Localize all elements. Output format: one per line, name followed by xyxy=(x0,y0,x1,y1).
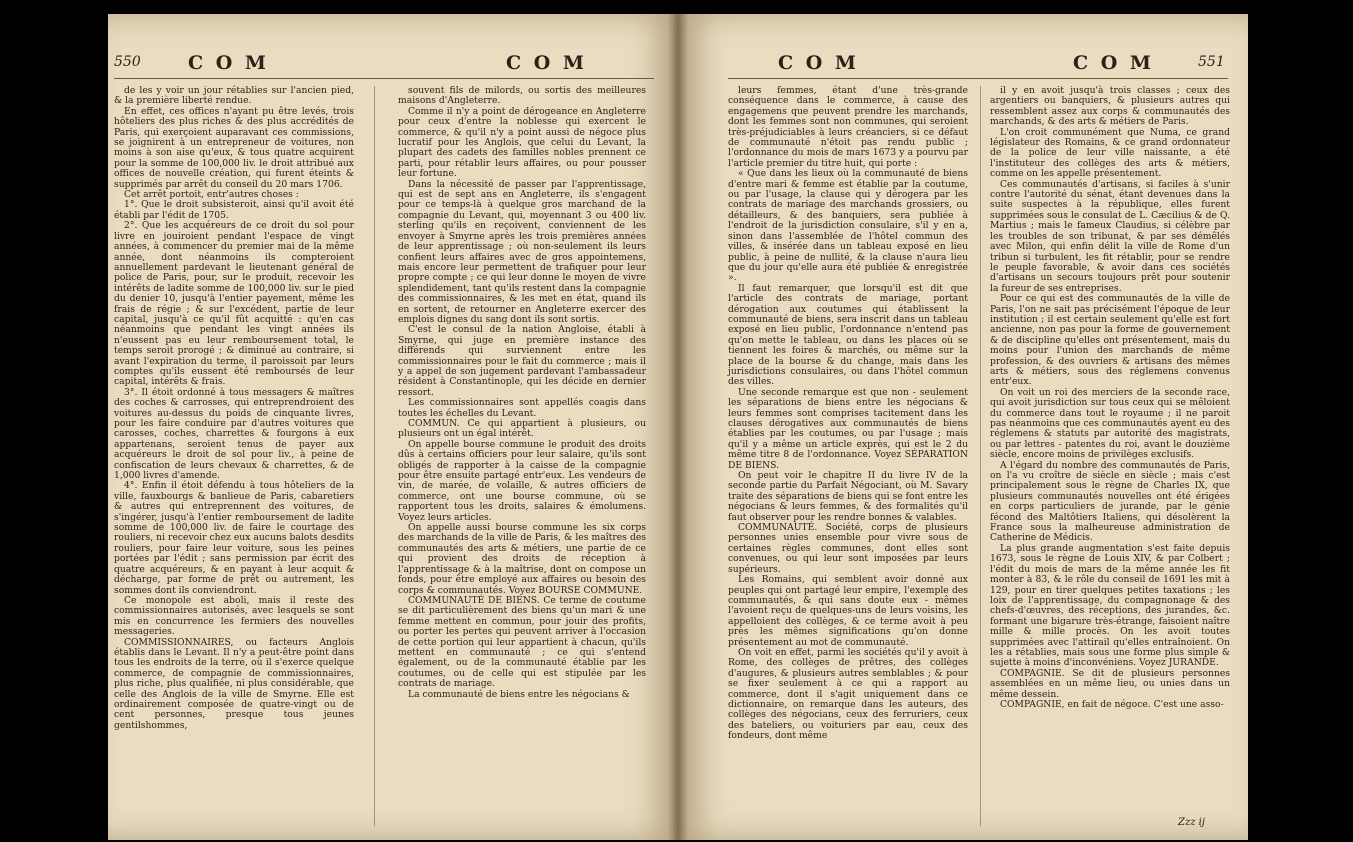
paragraph: 4°. Enfin il étoit défendu à tous hôteliers de la ville, fauxbourgs & banlieue de Paris, cabaretiers & autres qui entreprennent des voitures, de s'ingérer, jusqu'à l'entier remboursement de ladite somme de 100,000 liv. de faire le courtage des rouliers, ni recevoir chez eux aucuns balots desdits rouliers, pour faire leur voiture, sous les peines portées par l'édit ; sans permission par écrit des quatre acquéreurs, & en payant à leur acquit & décharge, par forme de prêt ou autrement, les sommes dont ils conviendront. xyxy=(114,480,354,596)
paragraph: Pour ce qui est des communautés de la ville de Paris, l'on ne sait pas précisément l'époque de leur institution ; il est certain seulement qu'elle est fort ancienne, non pas pour la forme de gouvernement & de discipline qu'elles ont présentement, mais du moins pour l'union des marchands de même profession, & des ouvriers & artisans des mêmes arts & métiers, sous des réglemens convenus entr'eux. xyxy=(990,293,1230,388)
paragraph: Une seconde remarque est que non - seulement les séparations de biens entre les négocians & leurs femmes sont comprises tacitement dans les clauses dérogatives aux communautés de biens établies par les coutumes, ou par l'usage ; mais qu'il y a même un article exprès, qui est le 2 du même titre 8 de l'ordonnance. Voyez SÉPARATION DE BIENS. xyxy=(728,386,968,471)
paragraph: COMMUN. Ce qui appartient à plusieurs, ou plusieurs ont un égal intérêt. xyxy=(398,418,646,440)
header-rule xyxy=(728,78,1228,79)
paragraph: COMPAGNIE. Se dit de plusieurs personnes assemblées en un même lieu, ou unies dans un même dessein. xyxy=(990,667,1230,700)
paragraph: 2°. Que les acquéreurs de ce droit du sol pour livre en jouiroient pendant l'espace de vingt années, à commencer du premier mai de la même année, dont néanmoins ils compteroient annuellement pardevant le lieutenant général de police de Paris, pour, sur le produit, recevoir les intérêts de ladite somme de 100,000 liv. sur le pied du denier 10, jusqu'à l'entier payement, même les frais de régie ; & sur l'excédent, partie de leur capital, jusqu'à ce qu'il fût acquitté : qu'en cas néanmoins que pendant les vingt années ils n'eussent pas eu leur remboursement total, le temps seroit prorogé ; & diminué au contraire, si avant l'expiration du terme, il paroissoit par leurs comptes qu'ils eussent été remboursés de leur capital, intérêts & frais. xyxy=(114,220,354,388)
paragraph: il y en avoit jusqu'à trois classes ; ceux des argentiers ou banquiers, & plusieurs autres qui ressemblent assez aux corps & communautés des marchands, & des arts & métiers de Paris. xyxy=(990,85,1230,128)
paragraph: Il faut remarquer, que lorsqu'il est dit que l'article des contrats de mariage, portant dérogation aux coutumes qui établissent la communauté de biens, sera inscrit dans un tableau exposé en lieu public, l'ordonnance n'entend pas qu'on mette le tableau, ou dans les places où se tiennent les foires & marchés, ou même sur la place de la bourse & du change, mais dans les jurisdictions consulaires, ou dans l'hôtel commun des villes. xyxy=(728,282,968,388)
paragraph: 3°. Il étoit ordonné à tous messagers & maîtres des coches & carrosses, qui entreprendroient des voitures au-dessus du poids de cinquante livres, pour les faire conduire par d'autres voitures que carosses, coches, charrettes & fourgons à eux appartenans, seroient tenus de payer aux acquéreurs le droit de sol pour liv., à peine de confiscation de leurs chevaux & charrettes, & de 1,000 livres d'amende. xyxy=(114,386,354,482)
column-divider xyxy=(980,86,981,826)
text-column xyxy=(114,86,354,731)
paragraph: On appelle bourse commune le produit des droits dûs à certains officiers pour leur salaire, qu'ils sont obligés de rapporter à la caisse de la compagnie pour être ensuite partagé entr'eux. Les vendeurs de vin, de marée, de volaille, & autres officiers de commerce, ont une bourse commune, où se rapportent tous les droits, salaires & émolumens. Voyez leurs articles. xyxy=(398,438,646,523)
open-book xyxy=(108,14,1248,840)
text-column xyxy=(398,86,646,700)
column-divider xyxy=(374,86,375,826)
paragraph: A l'égard du nombre des communautés de Paris, on l'a vu croître de siècle en siècle ; mais c'est principalement sous le règne de Charles IX, que plusieurs communautés nouvelles ont été érigées en corps particuliers de jurande, par le génie fécond des Maltôtiers Italiens, qui désolèrent la France sous la malheureuse administration de Catherine de Médicis. xyxy=(990,459,1230,544)
paragraph: On peut voir le chapitre II du livre IV de la seconde partie du Parfait Négociant, où M. Savary traite des séparations de biens qui se font entre les négocians & leurs femmes, & des formalités qu'il faut observer pour les rendre bonnes & valables. xyxy=(728,470,968,523)
running-header: C O M xyxy=(1073,52,1154,74)
paragraph: Dans la nécessité de passer par l'apprentissage, qui est de sept ans en Angleterre, ils s'engagent pour ce temps-là à quelque gros marchand de la compagnie du Levant, qui, moyennant 3 ou 400 liv. sterling qu'ils en reçoivent, conviennent de les envoyer à Smyrne après les trois premières années de leur apprentissage ; où non-seulement ils leurs confient leurs affaires avec de gros appointemens, mais encore leur permettent de trafiquer pour leur propre compte ; ce qui leur donne le moyen de vivre splendidement, tant qu'ils restent dans la compagnie des commissionnaires, & les met en état, quand ils en sortent, de retourner en Angleterre exercer des emplois dignes du sang dont ils sont sortis. xyxy=(398,178,646,325)
paragraph: C'est le consul de la nation Angloise, établi à Smyrne, qui juge en première instance des différends qui surviennent entre les commissionnaires pour le fait du commerce ; mais il y a appel de son jugement pardevant l'ambassadeur résident à Constantinople, qui les décide en dernier ressort. xyxy=(398,324,646,398)
paragraph: La plus grande augmentation s'est faite depuis 1673, sous le règne de Louis XIV, & par Colbert ; l'édit du mois de mars de la même année les fit monter à 83, & le rôle du conseil de 1691 les mit à 129, pour en tirer quelques petites taxations ; les loix de l'apprentissage, du compagnonage & des chefs-d'œuvres, des réceptions, des jurandes, &c. formant une bigarure très-étrange, faisoient naître mille & mille procès. On les avoit toutes supprimées avec l'attirail qu'elles entraînoient. On les a rétablies, mais sous une forme plus simple & sujette à moins d'inconvéniens. Voyez JURANDE. xyxy=(990,542,1230,669)
header-rule xyxy=(114,78,654,79)
paragraph: Cet arrêt portoit, entr'autres choses : xyxy=(124,189,299,201)
paragraph: On voit un roi des merciers de la seconde race, qui avoit jurisdiction sur tous ceux qui se mêloient du commerce dans tout le royaume ; il ne paroit pas néanmoins que ces communautés ayent eu des réglemens & statuts par autorité des magistrats, ou par lettres - patentes du roi, avant le douzième siècle, encore moins de privilèges exclusifs. xyxy=(990,386,1230,461)
paragraph: La communauté de biens entre les négocians & xyxy=(408,688,630,700)
paragraph: de les y voir un jour rétablies sur l'ancien pied, & la première liberté rendue. xyxy=(114,85,354,107)
paragraph: En effet, ces offices n'ayant pu être levés, trois hôteliers des plus riches & des plus accrédités de Paris, qui exerçoient auparavant ces commissions, se joignirent à un entrepreneur de voitures, non moins à son aise qu'eux, & tous quatre acquirent pour la somme de 100,000 liv. le droit attribué aux offices de nouvelle création, qui furent éteints & supprimés par arrêt du conseil du 20 mars 1706. xyxy=(114,105,354,190)
book-gutter xyxy=(668,14,688,840)
paragraph: 1°. Que le droit subsisteroit, ainsi qu'il avoit été établi par l'édit de 1705. xyxy=(114,199,354,221)
left-page xyxy=(108,14,678,840)
paragraph: COMMUNAUTÉ. Société, corps de plusieurs personnes unies ensemble pour vivre sous de certaines règles communes, dont elles sont convenues, ou qui leur sont imposées par leurs supérieurs. xyxy=(728,522,968,575)
paragraph: COMPAGNIE, en fait de négoce. C'est une asso- xyxy=(1000,698,1224,710)
running-header: C O M xyxy=(506,52,587,74)
paragraph: « Que dans les lieux où la communauté de biens d'entre mari & femme est établie par la coutume, ou par l'usage, la clause qui y dérogera par les contrats de mariage des marchands grossiers, ou détailleurs, & des banquiers, sera publiée à l'endroit de la jurisdiction consulaire, s'il y en a, sinon dans l'assemblée de l'hôtel commun des villes, & insérée dans un tableau exposé en lieu public, à peine de nullité, & la clause n'aura lieu que du jour qu'elle aura été publiée & enregistrée ». xyxy=(728,168,968,284)
paragraph: leurs femmes, étant d'une très-grande conséquence dans le commerce, à cause des engagemens que peuvent prendre les marchands, dont les femmes sont non communes, qui seroient très-préjudiciables à leurs créanciers, si ce défaut de communauté n'étoit pas rendu public ; l'ordonnance du mois de mars 1673 y a pourvu par l'article premier du titre huit, qui porte : xyxy=(728,85,968,169)
page-number: 551 xyxy=(1198,54,1225,70)
running-header: C O M xyxy=(778,52,859,74)
signature-mark: Zzz ij xyxy=(1178,817,1205,828)
paragraph: Les commissionnaires sont appellés coagis dans toutes les échelles du Levant. xyxy=(398,397,646,419)
text-column xyxy=(990,86,1230,710)
paragraph: L'on croit communément que Numa, ce grand législateur des Romains, & ce grand ordonnateur de la police de leur ville naissante, a été l'instituteur des collèges des arts & métiers, comme on les appelle présentement. xyxy=(990,126,1230,180)
running-header: C O M xyxy=(188,52,269,74)
paragraph: Ces communautés d'artisans, si faciles à s'unir contre l'autorité du sénat, étant devenues dans la suite suspectes à la république, elles furent supprimées sous le consulat de L. Cæcilius & de Q. Martius ; mais le fameux Claudius, si célèbre par les troubles de son tribunat, & par ses démêlés avec Milon, qui enfin délit la ville de Rome d'un tribun si turbulent, les fit rétablir, pour se rendre le peuple favorable, & avoir dans ces sociétés d'artisans un secours toujours prêt pour soutenir la fureur de ses entreprises. xyxy=(990,178,1230,294)
paragraph: COMMISSIONNAIRES, ou facteurs Anglois établis dans le Levant. Il n'y a peut-être point dans tous les endroits de la terre, où il s'exerce quelque commerce, de compagnie de commissionnaires, plus riche, plus qualifiée, ni plus considérable, que celle des Anglois de la ville de Smyrne. Elle est ordinairement composée de quatre-vingt ou de cent personnes, presque tous jeunes gentilshommes, xyxy=(114,636,354,731)
paragraph: souvent fils de milords, ou sortis des meilleures maisons d'Angleterre. xyxy=(398,85,646,107)
paragraph: Les Romains, qui semblent avoir donné aux peuples qui ont partagé leur empire, l'exemple des communautés, & qui sans doute eux - mêmes l'avoient reçu de quelques-uns de leurs voisins, les appelloient des collèges, & ce terme avoit à peu près les mêmes significations qu'on donne présentement au mot de communauté. xyxy=(728,574,968,648)
paragraph: Ce monopole est aboli, mais il reste des commissionnaires autorisés, avec lesquels se sont mis en concurrence les fermiers des nouvelles messageries. xyxy=(114,594,354,638)
paragraph: COMMUNAUTÉ DE BIENS. Ce terme de coutume se dit particulièrement des biens qu'un mari & une femme mettent en commun, pour jouir des profits, ou porter les pertes qui peuvent arriver à l'occasion de cette portion qui leur appartient à chacun, qu'ils mettent en communauté ; ce qui s'entend également, ou de la communauté établie par les coutumes, ou de celle qui est stipulée par les contrats de mariage. xyxy=(398,594,646,690)
text-column xyxy=(728,86,968,742)
page-number: 550 xyxy=(114,54,141,70)
paragraph: On voit en effet, parmi les sociétés qu'il y avoit à Rome, des collèges de prêtres, des collèges d'augures, & plusieurs autres semblables ; & pour se fixer seulement à ce qui a rapport au commerce, dont il s'agit uniquement dans ce dictionnaire, on remarque dans les auteurs, des collèges des négocians, ceux des ferruriers, ceux des bateliers, ou voituriers par eau, ceux des fondeurs, dont même xyxy=(728,646,968,742)
paragraph: On appelle aussi bourse commune les six corps des marchands de la ville de Paris, & les maîtres des communautés des arts & métiers, une partie de ce qui provient des droits de réception à l'apprentissage & à la maîtrise, dont on compose un fonds, pour être employé aux affaires ou besoin des corps & communautés. Voyez BOURSE COMMUNE. xyxy=(398,522,646,596)
paragraph: Comme il n'y a point de dérogeance en Angleterre pour ceux d'entre la noblesse qui exercent le commerce, & qu'il n'y a point aussi de négoce plus lucratif pour les Anglois, que celui du Levant, la plupart des cadets des familles nobles prennent ce parti, pour rétablir leurs affaires, ou pour pousser leur fortune. xyxy=(398,105,646,180)
right-page xyxy=(678,14,1248,840)
